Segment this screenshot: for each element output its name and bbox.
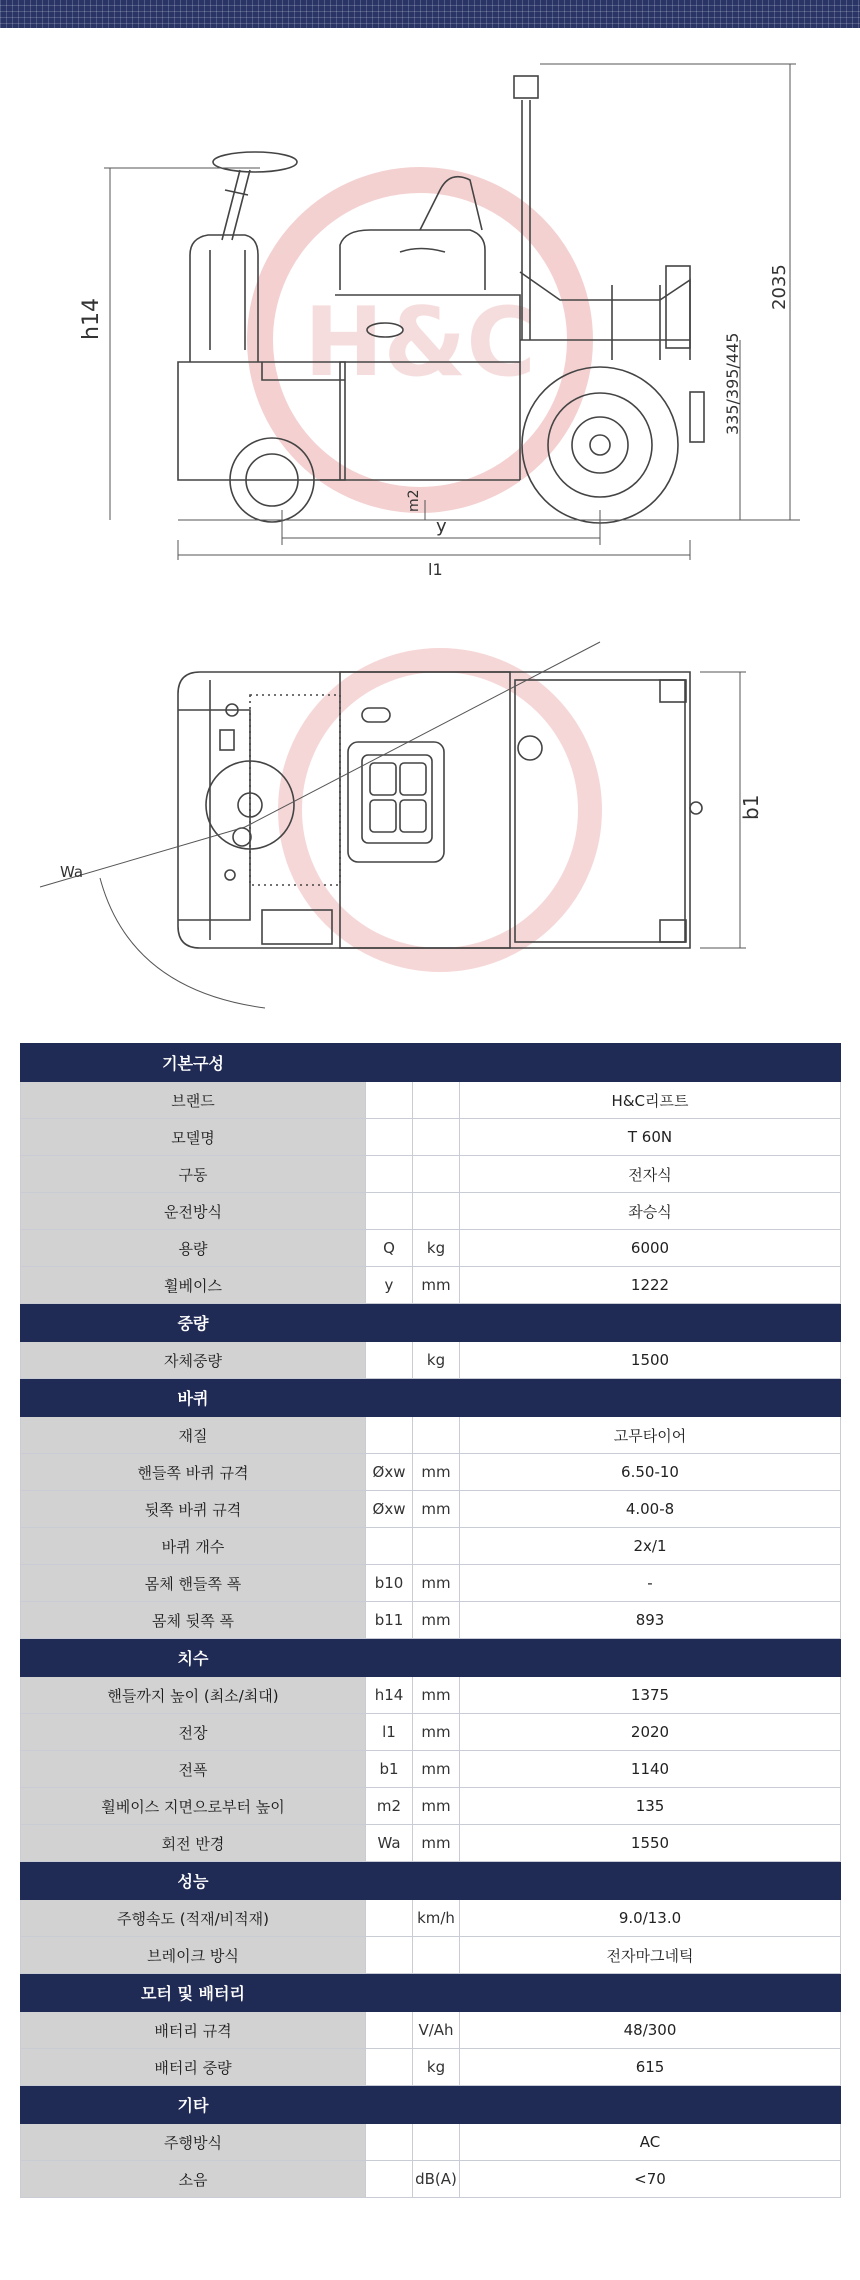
section-header xyxy=(21,1379,841,1417)
spec-value: 1222 xyxy=(460,1267,841,1304)
spec-label: 휠베이스 xyxy=(21,1267,366,1304)
spec-value: 6000 xyxy=(460,1230,841,1267)
dim-h14-label: h14 xyxy=(79,298,104,340)
table-row xyxy=(21,1788,841,1825)
dim-335-label: 335/395/445 xyxy=(723,332,742,435)
section-title: 성능 xyxy=(21,1862,366,1900)
spec-unit: mm xyxy=(413,1714,460,1751)
spec-value: 전자식 xyxy=(460,1156,841,1193)
spec-value: 2020 xyxy=(460,1714,841,1751)
table-row xyxy=(21,1714,841,1751)
section-header-fill xyxy=(366,1379,841,1417)
spec-symbol: m2 xyxy=(366,1788,413,1825)
spec-value: 48/300 xyxy=(460,2012,841,2049)
dim-wa-label: Wa xyxy=(60,863,84,881)
spec-symbol xyxy=(366,1528,413,1565)
spec-unit xyxy=(413,1156,460,1193)
spec-label: 몸체 핸들쪽 폭 xyxy=(21,1565,366,1602)
table-row xyxy=(21,1677,841,1714)
spec-unit xyxy=(413,1119,460,1156)
table-row xyxy=(21,2049,841,2086)
spec-unit: mm xyxy=(413,1565,460,1602)
section-header-fill xyxy=(366,1862,841,1900)
table-row xyxy=(21,1937,841,1974)
table-row xyxy=(21,1193,841,1230)
dim-b1-label: b1 xyxy=(739,794,763,820)
dim-2035-label: 2035 xyxy=(769,264,790,310)
spec-unit xyxy=(413,2124,460,2161)
spec-label: 소음 xyxy=(21,2161,366,2198)
spec-unit: kg xyxy=(413,1342,460,1379)
spec-unit: kg xyxy=(413,2049,460,2086)
table-row xyxy=(21,1528,841,1565)
spec-value: 4.00-8 xyxy=(460,1491,841,1528)
spec-symbol: Øxw xyxy=(366,1454,413,1491)
spec-unit: mm xyxy=(413,1788,460,1825)
spec-value: H&C리프트 xyxy=(460,1082,841,1119)
spec-value: <70 xyxy=(460,2161,841,2198)
spec-unit: mm xyxy=(413,1751,460,1788)
spec-label: 브랜드 xyxy=(21,1082,366,1119)
table-row xyxy=(21,1491,841,1528)
section-header-fill xyxy=(366,1974,841,2012)
spec-label: 브레이크 방식 xyxy=(21,1937,366,1974)
spec-label: 주행속도 (적재/비적재) xyxy=(21,1900,366,1937)
spec-symbol xyxy=(366,1119,413,1156)
spec-symbol: b10 xyxy=(366,1565,413,1602)
spec-unit: kg xyxy=(413,1230,460,1267)
spec-symbol: b11 xyxy=(366,1602,413,1639)
spec-label: 뒷쪽 바퀴 규격 xyxy=(21,1491,366,1528)
spec-unit: V/Ah xyxy=(413,2012,460,2049)
table-row xyxy=(21,1751,841,1788)
spec-value: 9.0/13.0 xyxy=(460,1900,841,1937)
spec-label: 전장 xyxy=(21,1714,366,1751)
spec-symbol xyxy=(366,1937,413,1974)
spec-label: 휠베이스 지면으로부터 높이 xyxy=(21,1788,366,1825)
table-row xyxy=(21,1417,841,1454)
spec-value: 615 xyxy=(460,2049,841,2086)
spec-unit: mm xyxy=(413,1267,460,1304)
spec-unit: mm xyxy=(413,1825,460,1862)
spec-symbol xyxy=(366,1342,413,1379)
spec-label: 모델명 xyxy=(21,1119,366,1156)
spec-symbol xyxy=(366,1900,413,1937)
spec-unit xyxy=(413,1193,460,1230)
spec-label: 회전 반경 xyxy=(21,1825,366,1862)
table-row xyxy=(21,2012,841,2049)
spec-label: 자체중량 xyxy=(21,1342,366,1379)
section-header xyxy=(21,1862,841,1900)
section-header xyxy=(21,1044,841,1082)
spec-value: 2x/1 xyxy=(460,1528,841,1565)
spec-symbol xyxy=(366,2124,413,2161)
spec-label: 용량 xyxy=(21,1230,366,1267)
spec-value: AC xyxy=(460,2124,841,2161)
spec-symbol: Øxw xyxy=(366,1491,413,1528)
spec-label: 몸체 뒷쪽 폭 xyxy=(21,1602,366,1639)
spec-value: 전자마그네틱 xyxy=(460,1937,841,1974)
spec-unit: mm xyxy=(413,1491,460,1528)
table-row xyxy=(21,1602,841,1639)
top-view-drawing xyxy=(0,630,860,1030)
spec-unit: dB(A) xyxy=(413,2161,460,2198)
section-header xyxy=(21,1304,841,1342)
table-row xyxy=(21,1900,841,1937)
spec-symbol xyxy=(366,2049,413,2086)
table-row xyxy=(21,1082,841,1119)
watermark-logo-2 xyxy=(290,660,590,960)
spec-symbol: Q xyxy=(366,1230,413,1267)
spec-unit: mm xyxy=(413,1602,460,1639)
spec-label: 핸들쪽 바퀴 규격 xyxy=(21,1454,366,1491)
spec-value: 1140 xyxy=(460,1751,841,1788)
section-title: 모터 및 배터리 xyxy=(21,1974,366,2012)
spec-unit: km/h xyxy=(413,1900,460,1937)
spec-value: 893 xyxy=(460,1602,841,1639)
spec-symbol xyxy=(366,2012,413,2049)
spec-unit xyxy=(413,1082,460,1119)
spec-value: 좌승식 xyxy=(460,1193,841,1230)
spec-symbol xyxy=(366,2161,413,2198)
spec-value: 1500 xyxy=(460,1342,841,1379)
spec-value: - xyxy=(460,1565,841,1602)
section-title: 바퀴 xyxy=(21,1379,366,1417)
watermark-text: H&C xyxy=(303,288,537,398)
section-title: 치수 xyxy=(21,1639,366,1677)
section-header-fill xyxy=(366,1044,841,1082)
spec-label: 주행방식 xyxy=(21,2124,366,2161)
section-title: 기본구성 xyxy=(21,1044,366,1082)
spec-symbol xyxy=(366,1193,413,1230)
table-row xyxy=(21,1342,841,1379)
spec-symbol xyxy=(366,1082,413,1119)
spec-value: 고무타이어 xyxy=(460,1417,841,1454)
spec-symbol: b1 xyxy=(366,1751,413,1788)
spec-value: T 60N xyxy=(460,1119,841,1156)
table-row xyxy=(21,1119,841,1156)
section-title: 중량 xyxy=(21,1304,366,1342)
header-pattern-band xyxy=(0,0,860,28)
table-row xyxy=(21,1565,841,1602)
spec-value: 135 xyxy=(460,1788,841,1825)
spec-symbol: l1 xyxy=(366,1714,413,1751)
section-header-fill xyxy=(366,2086,841,2124)
spec-label: 배터리 규격 xyxy=(21,2012,366,2049)
spec-unit xyxy=(413,1937,460,1974)
spec-symbol: Wa xyxy=(366,1825,413,1862)
side-view-drawing xyxy=(0,40,860,600)
spec-value: 6.50-10 xyxy=(460,1454,841,1491)
section-title: 기타 xyxy=(21,2086,366,2124)
spec-unit xyxy=(413,1417,460,1454)
spec-label: 전폭 xyxy=(21,1751,366,1788)
table-row xyxy=(21,2124,841,2161)
table-row xyxy=(21,1825,841,1862)
spec-unit xyxy=(413,1528,460,1565)
dim-y-label: y xyxy=(436,516,447,537)
section-header xyxy=(21,1974,841,2012)
spec-symbol xyxy=(366,1156,413,1193)
section-header xyxy=(21,2086,841,2124)
spec-symbol: y xyxy=(366,1267,413,1304)
table-row xyxy=(21,1454,841,1491)
spec-table xyxy=(20,1043,841,2198)
table-row xyxy=(21,2161,841,2198)
section-header-fill xyxy=(366,1639,841,1677)
spec-label: 운전방식 xyxy=(21,1193,366,1230)
section-header-fill xyxy=(366,1304,841,1342)
spec-label: 재질 xyxy=(21,1417,366,1454)
table-row xyxy=(21,1230,841,1267)
spec-label: 배터리 중량 xyxy=(21,2049,366,2086)
spec-label: 핸들까지 높이 (최소/최대) xyxy=(21,1677,366,1714)
spec-label: 구동 xyxy=(21,1156,366,1193)
dim-m2-label: m2 xyxy=(406,489,422,512)
spec-symbol: h14 xyxy=(366,1677,413,1714)
spec-unit: mm xyxy=(413,1677,460,1714)
spec-label: 바퀴 개수 xyxy=(21,1528,366,1565)
table-row xyxy=(21,1267,841,1304)
spec-value: 1550 xyxy=(460,1825,841,1862)
spec-symbol xyxy=(366,1417,413,1454)
spec-unit: mm xyxy=(413,1454,460,1491)
section-header xyxy=(21,1639,841,1677)
table-row xyxy=(21,1156,841,1193)
dim-l1-label: l1 xyxy=(428,560,443,579)
spec-value: 1375 xyxy=(460,1677,841,1714)
